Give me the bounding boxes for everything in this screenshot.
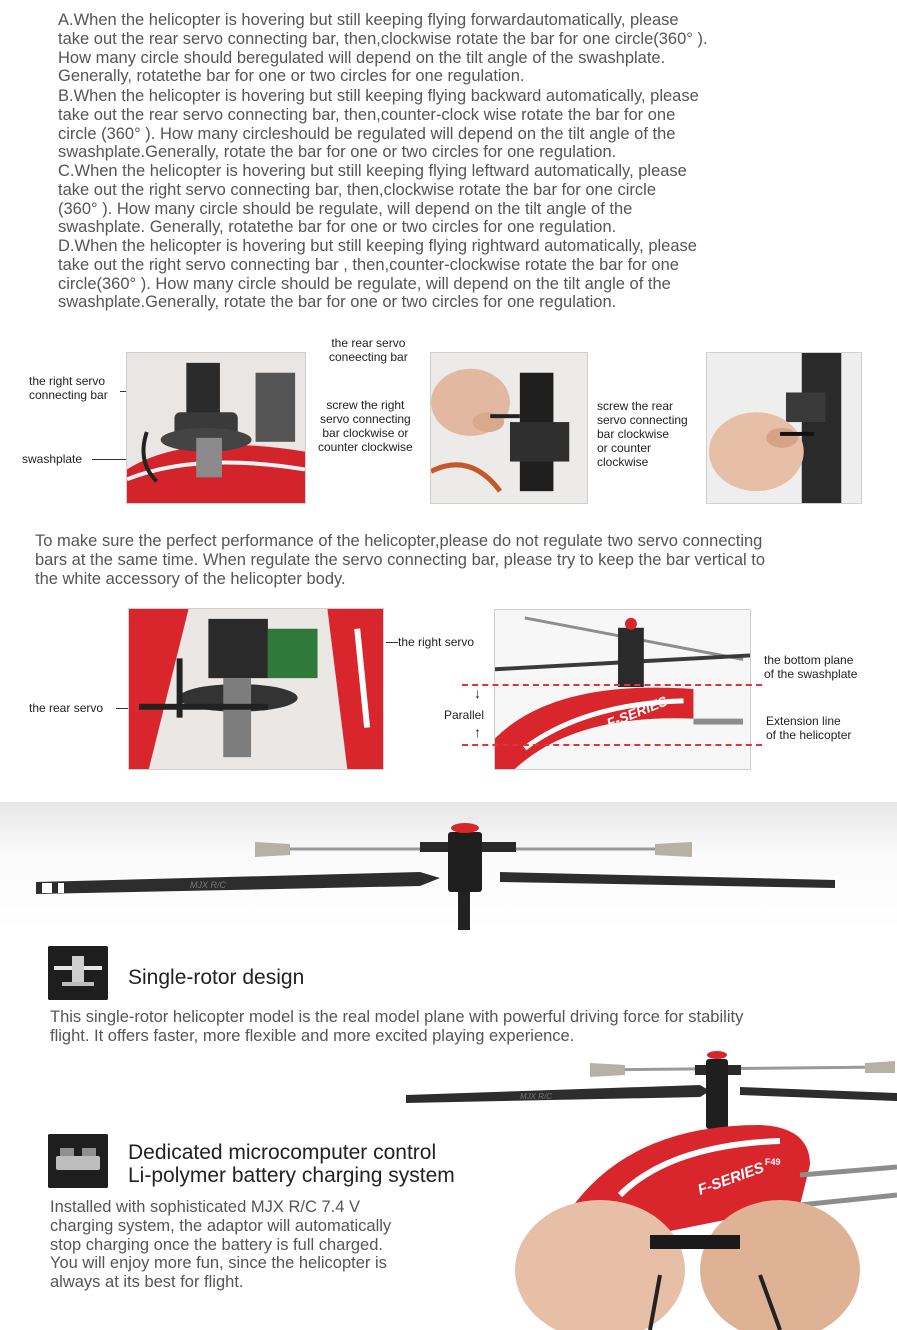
helicopter-charging-photo [400,1045,897,1330]
fuselage-model-text: F49 [765,1157,781,1167]
fuselage-brand-text: F-SERIES [604,692,670,732]
instruction-c: C.When the helicopter is hovering but still keeping flying leftward automatically, please take out the right servo connecting bar, then,clockwise rotate the bar for one circle (360° ). How many circle should be regulate, will depend on the tilt angle of the swashplate. Generally, rotatethe bar for one or two circles for one regulation. [58,162,687,237]
feature-text-charging: Installed with sophisticated MJX R/C 7.4 V charging system, the adaptor will automatically stop charging once the battery is full charged. You will enjoy more fun, since the helicopter is always at its best for flight. [50,1198,392,1292]
label-swashplate: swashplate [22,452,83,466]
note-text: To make sure the perfect performance of the helicopter,please do not regulate two servo connecting bars at the same time. When regulate the servo connecting bar, please try to keep the bar vertical to the white accessory of the helicopter body. [35,532,766,588]
label-right-servo-bar: the right servo connecting bar [29,374,108,402]
feature-title-rotor: Single-rotor design [128,966,305,989]
photo-right-servo-bar [706,352,862,504]
arrow-up-icon: ↑ [474,724,481,740]
feature-title-charging-2: Li-polymer battery charging system [128,1164,455,1187]
feature-title-charging-1: Dedicated microcomputer control [128,1141,437,1164]
label-extension-line: Extension line of the helicopter [766,714,852,742]
label-screw-right: screw the right servo connecting bar clockwise or counter clockwise [318,398,413,454]
blade-brand-text: MJX R/C [190,880,226,890]
label-bottom-plane: the bottom plane of the swashplate [764,653,858,681]
photo-rear-servo-bar [430,352,588,504]
instruction-a: A.When the helicopter is hovering but still keeping flying forwardautomatically, please take out the rear servo connecting bar, then,clockwise rotate the bar for one circle(360° ). How many circle should beregulated will depend on the tilt angle of the swashplate. Generally, rotatethe bar for one or two circles for one regulation. [58,11,708,86]
label-screw-rear: screw the rear servo connecting bar clockwise or counter clockwise [597,399,688,469]
fuselage-brand-text-2: F-SERIES [695,1159,767,1199]
instruction-d: D.When the helicopter is hovering but still keeping flying rightward automatically, please take out the right servo connecting bar , then,counter-clockwise rotate the bar for one circle(360° ). How many circle should be regulate, will depend on the tilt angle of the swashplate.Generally, rotate the bar for one or two circles for one regulation. [58,237,697,312]
rotor-banner [0,802,897,932]
blade-brand-text-2: MJX R/C [520,1092,552,1101]
leader-line [386,642,398,643]
instruction-b: B.When the helicopter is hovering but still keeping flying backward automatically, please take out the rear servo connecting bar, then,counter-clock wise rotate the bar for one circle (360° ). How many circleshould be regulated will depend on the tilt angle of the swashplate.Generally, rotate the bar for one or two circles for one regulation. [58,87,699,162]
arrow-down-icon: ↓ [474,685,481,701]
label-right-servo: the right servo [398,635,475,649]
battery-charger-icon [48,1134,108,1188]
label-rear-servo-bar: the rear servo coneecting bar [329,336,408,364]
photo-swashplate-closeup [126,352,306,504]
dashed-line-extension [462,744,762,746]
dashed-line-swashplate [462,684,762,686]
feature-text-rotor: This single-rotor helicopter model is the real model plane with powerful driving force for stability flight. It offers faster, more flexible and more excited playing experience. [50,1008,744,1045]
label-parallel: Parallel [444,708,485,722]
label-rear-servo: the rear servo [29,701,104,715]
rotor-icon [48,946,108,1000]
photo-servos-overview [128,608,384,770]
